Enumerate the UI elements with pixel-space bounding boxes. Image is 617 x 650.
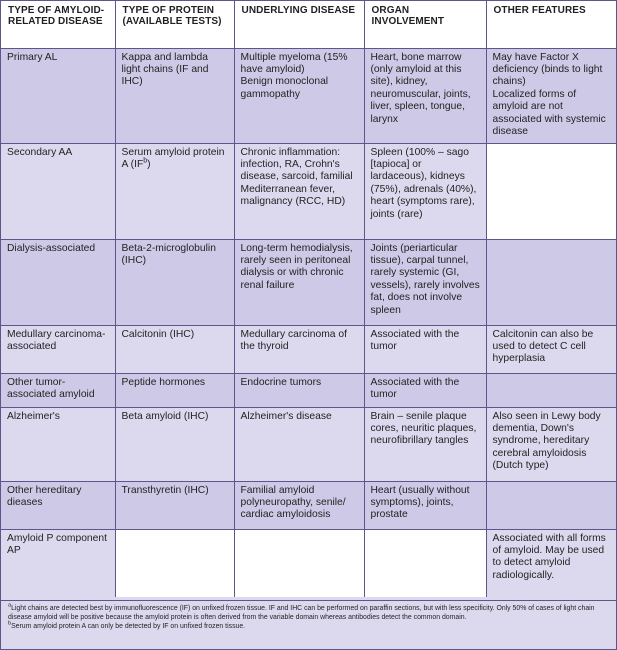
table-footnotes bbox=[1, 600, 616, 649]
table-row bbox=[1, 373, 616, 407]
cell-organ-empty bbox=[364, 529, 486, 597]
cell-underlying: Long-term hemodialysis, rarely seen in peritoneal dialysis or with chronic renal failure bbox=[234, 239, 364, 325]
cell-organ: Spleen (100% – sago [tapioca] or lardaceous), kidneys (75%), adrenals (40%), heart (symptoms rare), joints (rare) bbox=[364, 143, 486, 239]
cell-organ: Associated with the tumor bbox=[364, 325, 486, 373]
cell-organ: Joints (periarticular tissue), carpal tunnel, rarely systemic (GI, vessels), rarely involves fat, does not involve spleen bbox=[364, 239, 486, 325]
underlying-line: Multiple myeloma (15% have amyloid) bbox=[240, 51, 348, 75]
table-row bbox=[1, 529, 616, 597]
cell-disease: Alzheimer's bbox=[1, 407, 115, 481]
table-row bbox=[1, 407, 616, 481]
cell-disease: Primary AL bbox=[1, 48, 115, 143]
footnote-b-marker: b bbox=[8, 620, 12, 627]
header-underlying: UNDERLYING DISEASE bbox=[234, 1, 364, 48]
cell-features-empty bbox=[486, 481, 616, 529]
feature-line: May have Factor X deficiency (binds to light chains) bbox=[492, 51, 603, 88]
feature-line: Localized forms of amyloid are not associated with systemic disease bbox=[492, 88, 606, 137]
footnote-marker: b bbox=[143, 157, 148, 165]
cell-underlying-empty bbox=[234, 529, 364, 597]
cell-features-empty bbox=[486, 239, 616, 325]
cell-features: Also seen in Lewy body dementia, Down's syndrome, hereditary cerebral amyloidosis (Dutch type) bbox=[486, 407, 616, 481]
amyloid-table bbox=[1, 1, 616, 597]
header-disease: TYPE OF AMYLOID-RELATED DISEASE bbox=[1, 1, 115, 48]
cell-underlying: Familial amyloid polyneuropathy, senile/ cardiac amyloidosis bbox=[234, 481, 364, 529]
table-row bbox=[1, 325, 616, 373]
cell-underlying: Chronic inflammation: infection, RA, Crohn's disease, sarcoid, familial Mediterranean fever, malignancy (RCC, HD) bbox=[234, 143, 364, 239]
cell-underlying: Endocrine tumors bbox=[234, 373, 364, 407]
cell-disease: Amyloid P component AP bbox=[1, 529, 115, 597]
cell-protein: Beta-2-microglobulin (IHC) bbox=[115, 239, 234, 325]
cell-organ: Associated with the tumor bbox=[364, 373, 486, 407]
cell-features: Associated with all forms of amyloid. May be used to detect amyloid radiologically. bbox=[486, 529, 616, 597]
underlying-line: Benign monoclonal gammopathy bbox=[240, 76, 329, 100]
cell-features: Calcitonin can also be used to detect C cell hyperplasia bbox=[486, 325, 616, 373]
cell-protein: Kappa and lambda light chains (IF and IHC) bbox=[115, 48, 234, 143]
cell-features-empty bbox=[486, 143, 616, 239]
header-organ: ORGAN INVOLVEMENT bbox=[364, 1, 486, 48]
cell-disease: Other tumor-associated amyloid bbox=[1, 373, 115, 407]
header-protein: TYPE OF PROTEIN (AVAILABLE TESTS) bbox=[115, 1, 234, 48]
cell-disease: Secondary AA bbox=[1, 143, 115, 239]
table-row bbox=[1, 143, 616, 239]
cell-underlying: Medullary carcinoma of the thyroid bbox=[234, 325, 364, 373]
table-row bbox=[1, 48, 616, 143]
footnote-a bbox=[8, 604, 610, 622]
cell-protein: Peptide hormones bbox=[115, 373, 234, 407]
footnote-a-marker: a bbox=[8, 602, 12, 609]
cell-organ: Heart, bone marrow (only amyloid at this site), kidney, neuromuscular, joints, liver, spleen, tongue, larynx bbox=[364, 48, 486, 143]
cell-features bbox=[486, 48, 616, 143]
cell-protein: Calcitonin (IHC) bbox=[115, 325, 234, 373]
header-row bbox=[1, 1, 616, 48]
footnote-a-text: Light chains are detected best by immunofluorescence (IF) on unfixed frozen tissue. IF and IHC can be performed on paraffin sections, but with less specificity. Only 50% of cases of light chain disease amyloid will be positive because the amyloid protein is often derived from the variable domain whereas antibodies detect the common domain. bbox=[8, 605, 595, 621]
cell-disease: Medullary carcinoma-associated bbox=[1, 325, 115, 373]
cell-protein: Beta amyloid (IHC) bbox=[115, 407, 234, 481]
cell-disease: Dialysis-associated bbox=[1, 239, 115, 325]
table-row bbox=[1, 481, 616, 529]
protein-text-end: ) bbox=[147, 158, 151, 170]
table-row bbox=[1, 239, 616, 325]
cell-protein: Transthyretin (IHC) bbox=[115, 481, 234, 529]
protein-text: Serum amyloid protein A (IF bbox=[121, 146, 225, 170]
cell-underlying: Alzheimer's disease bbox=[234, 407, 364, 481]
cell-disease: Other hereditary dieases bbox=[1, 481, 115, 529]
cell-organ: Brain – senile plaque cores, neuritic plaques, neurofibrillary tangles bbox=[364, 407, 486, 481]
header-features: OTHER FEATURES bbox=[486, 1, 616, 48]
cell-underlying bbox=[234, 48, 364, 143]
cell-protein bbox=[115, 143, 234, 239]
cell-protein-empty bbox=[115, 529, 234, 597]
footnote-b-text: Serum amyloid protein A can only be detected by IF on unfixed frozen tissue. bbox=[11, 623, 246, 630]
cell-organ: Heart (usually without symptoms), joints, prostate bbox=[364, 481, 486, 529]
footnote-b bbox=[8, 622, 610, 631]
cell-features-empty bbox=[486, 373, 616, 407]
